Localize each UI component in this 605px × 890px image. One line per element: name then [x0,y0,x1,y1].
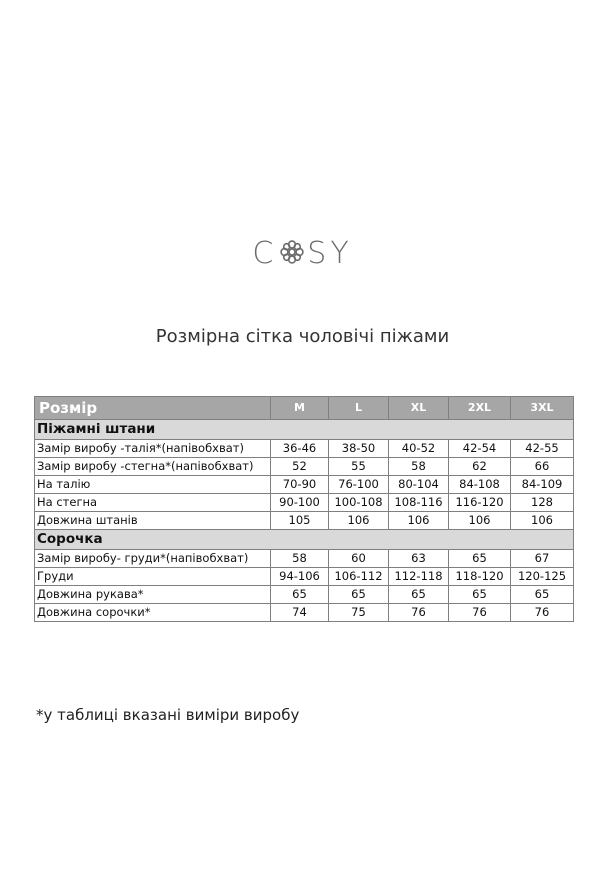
logo-text-left: C [252,236,278,271]
cell-value: 76 [511,604,574,622]
cell-value: 66 [511,458,574,476]
table-row [35,458,574,476]
cell-value: 65 [329,586,389,604]
row-label: Груди [35,568,271,586]
table-row [35,494,574,512]
cell-value: 120-125 [511,568,574,586]
row-label: На стегна [35,494,271,512]
cell-value: 90-100 [271,494,329,512]
cell-value: 62 [449,458,511,476]
cell-value: 80-104 [389,476,449,494]
cell-value: 63 [389,550,449,568]
section-title: Піжамні штани [35,420,271,440]
cell-value: 65 [271,586,329,604]
table-row [35,440,574,458]
cell-value: 84-109 [511,476,574,494]
cell-value: 108-116 [389,494,449,512]
cell-value: 100-108 [329,494,389,512]
logo-text-right: SY [307,236,353,271]
cell-value: 112-118 [389,568,449,586]
header-size-label: Розмір [35,397,271,420]
table-row [35,476,574,494]
page-title: Розмірна сітка чоловічі піжами [155,326,450,347]
cell-value: 116-120 [449,494,511,512]
cell-value: 76-100 [329,476,389,494]
cell-value: 105 [271,512,329,530]
cell-value: 94-106 [271,568,329,586]
cell-value: 60 [329,550,389,568]
table-row [35,604,574,622]
row-label: Довжина сорочки* [35,604,271,622]
cell-value: 36-46 [271,440,329,458]
cell-value: 84-108 [449,476,511,494]
row-label: Замір виробу- груди*(напівобхват) [35,550,271,568]
cell-value: 75 [329,604,389,622]
header-size-l: L [329,397,389,420]
table-row [35,568,574,586]
cell-value: 70-90 [271,476,329,494]
table-row [35,586,574,604]
size-table [34,396,574,622]
row-label: На талію [35,476,271,494]
header-size-xl: XL [389,397,449,420]
cell-value: 106 [511,512,574,530]
cell-value: 65 [389,586,449,604]
row-label: Довжина штанів [35,512,271,530]
cell-value: 106 [389,512,449,530]
section-row-pants [35,420,574,440]
footnote: *у таблиці вказані виміри виробу [36,706,300,724]
cell-value: 106 [449,512,511,530]
cell-value: 128 [511,494,574,512]
row-label: Замір виробу -стегна*(напівобхват) [35,458,271,476]
header-size-3xl: 3XL [511,397,574,420]
cell-value: 42-54 [449,440,511,458]
cell-value: 76 [449,604,511,622]
brand-logo [0,236,605,271]
flower-icon [278,238,306,266]
cell-value: 58 [389,458,449,476]
cell-value: 106 [329,512,389,530]
header-size-m: M [271,397,329,420]
cell-value: 74 [271,604,329,622]
cell-value: 40-52 [389,440,449,458]
section-title: Сорочка [35,530,271,550]
cell-value: 58 [271,550,329,568]
section-row-shirt [35,530,574,550]
cell-value: 67 [511,550,574,568]
table-header-row [35,397,574,420]
cell-value: 65 [449,586,511,604]
cell-value: 42-55 [511,440,574,458]
cell-value: 118-120 [449,568,511,586]
cell-value: 55 [329,458,389,476]
cell-value: 65 [511,586,574,604]
row-label: Довжина рукава* [35,586,271,604]
table-row [35,512,574,530]
cell-value: 38-50 [329,440,389,458]
cell-value: 76 [389,604,449,622]
table-row [35,550,574,568]
cell-value: 52 [271,458,329,476]
cell-value: 65 [449,550,511,568]
header-size-2xl: 2XL [449,397,511,420]
row-label: Замір виробу -талія*(напівобхват) [35,440,271,458]
cell-value: 106-112 [329,568,389,586]
